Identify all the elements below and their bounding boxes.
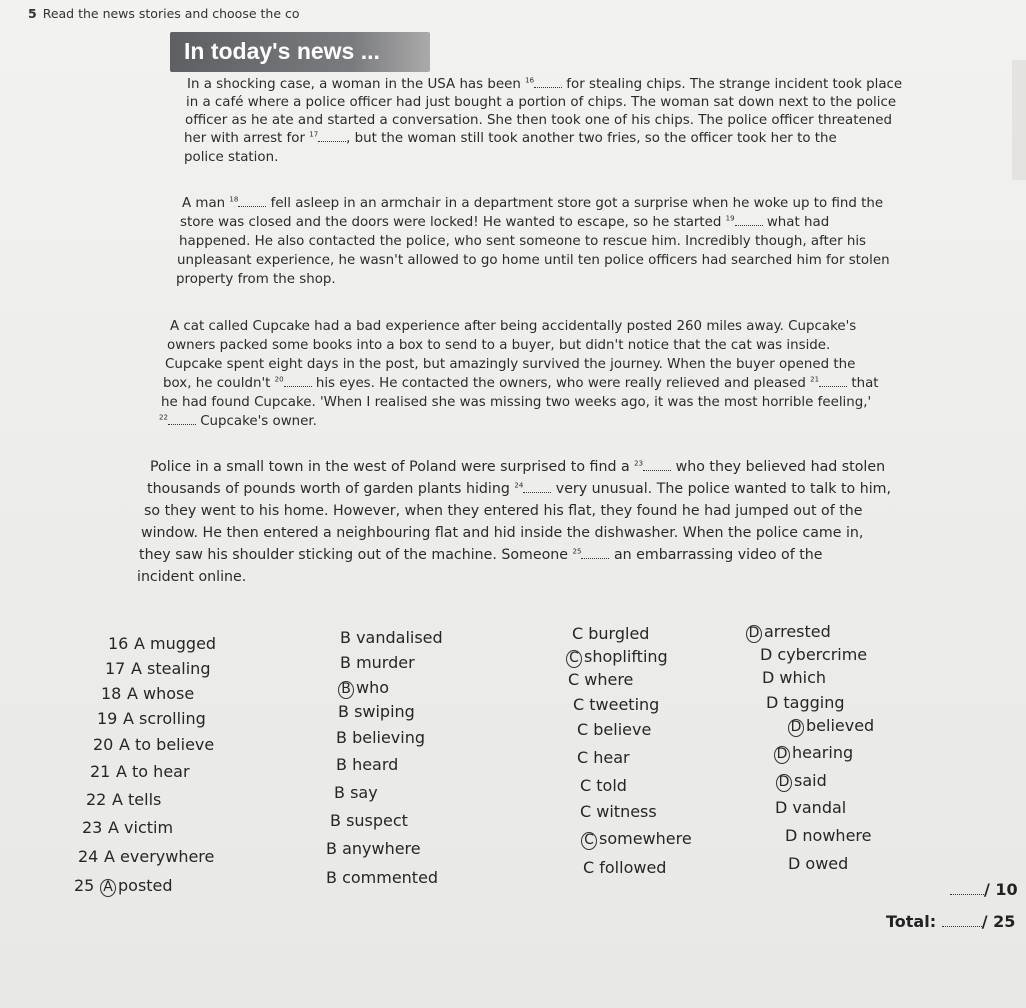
story-line: window. He then entered a neighbouring flat and hid inside the dishwasher. When the police came in, — [141, 525, 864, 541]
option-b[interactable]: B suspect — [330, 811, 408, 830]
news-banner — [170, 32, 430, 72]
option-a[interactable]: A tells — [112, 790, 162, 809]
story-line: incident online. — [137, 569, 247, 585]
story-line: owners packed some books into a box to send to a buyer, but didn't notice that the cat was inside. — [167, 338, 831, 353]
option-number: 25 — [74, 876, 95, 895]
story-line: A man $^{18}$ fell asleep in an armchair in a department store got a surprise when he woke up to find the — [182, 195, 884, 211]
option-a[interactable]: A whose — [127, 684, 195, 703]
total-out-of: / 25 — [981, 912, 1016, 931]
option-a[interactable]: A stealing — [131, 659, 211, 678]
exercise-instruction — [28, 6, 300, 21]
section-score: / 10 — [950, 880, 1018, 899]
story-line: In a shocking case, a woman in the USA has been $^{16}$ for stealing chips. The strange incident took place — [187, 76, 903, 92]
option-b[interactable]: B murder — [340, 653, 415, 672]
story-line: so they went to his home. However, when they entered his flat, they found he had jumped out of the — [144, 503, 863, 519]
gap-22 — [168, 414, 196, 425]
story-line: in a café where a police officer had just bought a portion of chips. The woman sat down next to the police — [186, 95, 897, 110]
instruction-text: Read the news stories and choose the co — [42, 6, 300, 21]
story-line: box, he couldn't $^{20}$ his eyes. He contacted the owners, who were really relieved and pleased $^{21}$ that — [163, 375, 879, 391]
total-score-blank[interactable] — [942, 914, 982, 927]
option-b[interactable]: B vandalised — [340, 628, 443, 647]
option-c[interactable]: C burgled — [572, 624, 650, 643]
page-edge-shadow — [1012, 60, 1026, 180]
section-score-blank[interactable] — [950, 882, 984, 895]
option-b[interactable]: B believing — [336, 728, 426, 747]
circled-answer-mark: C — [566, 650, 582, 668]
story-line: he had found Cupcake. 'When I realised she was missing two weeks ago, it was the most horrible feeling,' — [161, 395, 872, 410]
story-line: $^{22}$ Cupcake's owner. — [159, 413, 317, 429]
gap-25 — [581, 548, 609, 559]
option-c[interactable]: C told — [580, 776, 627, 795]
total-score — [886, 912, 1015, 931]
option-a[interactable]: A to hear — [116, 762, 190, 781]
option-d[interactable]: D said — [776, 771, 827, 792]
story-line: unpleasant experience, he wasn't allowed to go home until ten police officers had searched him for stolen — [177, 253, 890, 268]
option-d[interactable]: D believed — [788, 716, 874, 737]
story-line: they saw his shoulder sticking out of the machine. Someone $^{25}$ an embarrassing video of the — [139, 547, 823, 563]
option-d[interactable]: D cybercrime — [760, 645, 868, 664]
circled-answer-mark: B — [338, 681, 354, 699]
story-line: Cupcake spent eight days in the post, but amazingly survived the journey. When the buyer opened the — [165, 357, 856, 372]
gap-19 — [735, 215, 763, 226]
circled-answer-mark: A — [100, 879, 116, 897]
option-c[interactable]: C tweeting — [573, 695, 660, 714]
option-b[interactable]: B say — [334, 783, 378, 802]
story-line: property from the shop. — [176, 272, 336, 287]
option-c[interactable]: C shoplifting — [566, 647, 668, 668]
story-line: A cat called Cupcake had a bad experience after being accidentally posted 260 miles away. Cupcake's — [170, 319, 857, 334]
option-d[interactable]: D which — [762, 668, 827, 687]
option-d[interactable]: D vandal — [775, 798, 847, 817]
option-d[interactable]: D owed — [788, 854, 849, 873]
circled-answer-mark: D — [746, 625, 762, 643]
option-number: 16 — [108, 634, 129, 653]
circled-answer-mark: D — [788, 719, 804, 737]
option-number: 24 — [78, 847, 99, 866]
gap-23 — [643, 460, 671, 471]
circled-answer-mark: D — [774, 746, 790, 764]
story-line: Police in a small town in the west of Poland were surprised to find a $^{23}$ who they believed had stolen — [150, 459, 886, 475]
option-c[interactable]: C witness — [580, 802, 657, 821]
option-number: 21 — [90, 762, 111, 781]
option-a[interactable]: A everywhere — [104, 847, 215, 866]
option-b[interactable]: B swiping — [338, 702, 415, 721]
story-line: police station. — [184, 150, 279, 165]
option-a[interactable]: A to believe — [119, 735, 215, 754]
option-c[interactable]: C believe — [577, 720, 652, 739]
banner-title: In today's news ... — [184, 38, 380, 64]
story-line: officer as he ate and started a conversation. She then took one of his chips. The police officer threatened — [185, 113, 892, 128]
exercise-number: 5 — [28, 6, 37, 21]
option-c[interactable]: C where — [568, 670, 634, 689]
option-a[interactable]: A victim — [108, 818, 174, 837]
gap-20 — [284, 376, 312, 387]
option-number: 17 — [105, 659, 126, 678]
option-a[interactable]: A posted — [100, 876, 173, 897]
option-b[interactable]: B heard — [336, 755, 399, 774]
option-number: 22 — [86, 790, 107, 809]
gap-21 — [819, 376, 847, 387]
total-label: Total: — [886, 912, 937, 931]
circled-answer-mark: C — [581, 832, 597, 850]
story-line: her with arrest for $^{17}$ , but the woman still took another two fries, so the officer took her to the — [184, 130, 837, 146]
gap-18 — [238, 196, 266, 207]
option-number: 19 — [97, 709, 118, 728]
option-d[interactable]: D hearing — [774, 743, 853, 764]
option-c[interactable]: C followed — [583, 858, 667, 877]
option-b[interactable]: B who — [338, 678, 389, 699]
story-line: happened. He also contacted the police, who sent someone to rescue him. Incredibly though, after his — [179, 234, 867, 249]
option-c[interactable]: C hear — [577, 748, 630, 767]
option-a[interactable]: A mugged — [134, 634, 217, 653]
option-number: 20 — [93, 735, 114, 754]
option-c[interactable]: C somewhere — [581, 829, 692, 850]
option-d[interactable]: D tagging — [766, 693, 845, 712]
option-b[interactable]: B anywhere — [326, 839, 421, 858]
option-d[interactable]: D arrested — [746, 622, 831, 643]
story-line: thousands of pounds worth of garden plants hiding $^{24}$ very unusual. The police wanted to talk to him, — [147, 481, 891, 497]
gap-16 — [534, 77, 562, 88]
option-d[interactable]: D nowhere — [785, 826, 872, 845]
option-number: 23 — [82, 818, 103, 837]
option-b[interactable]: B commented — [326, 868, 439, 887]
option-number: 18 — [101, 684, 122, 703]
gap-24 — [523, 482, 551, 493]
story-line: store was closed and the doors were locked! He wanted to escape, so he started $^{19}$ what had — [180, 214, 830, 230]
option-a[interactable]: A scrolling — [123, 709, 206, 728]
circled-answer-mark: D — [776, 774, 792, 792]
gap-17 — [318, 131, 346, 142]
